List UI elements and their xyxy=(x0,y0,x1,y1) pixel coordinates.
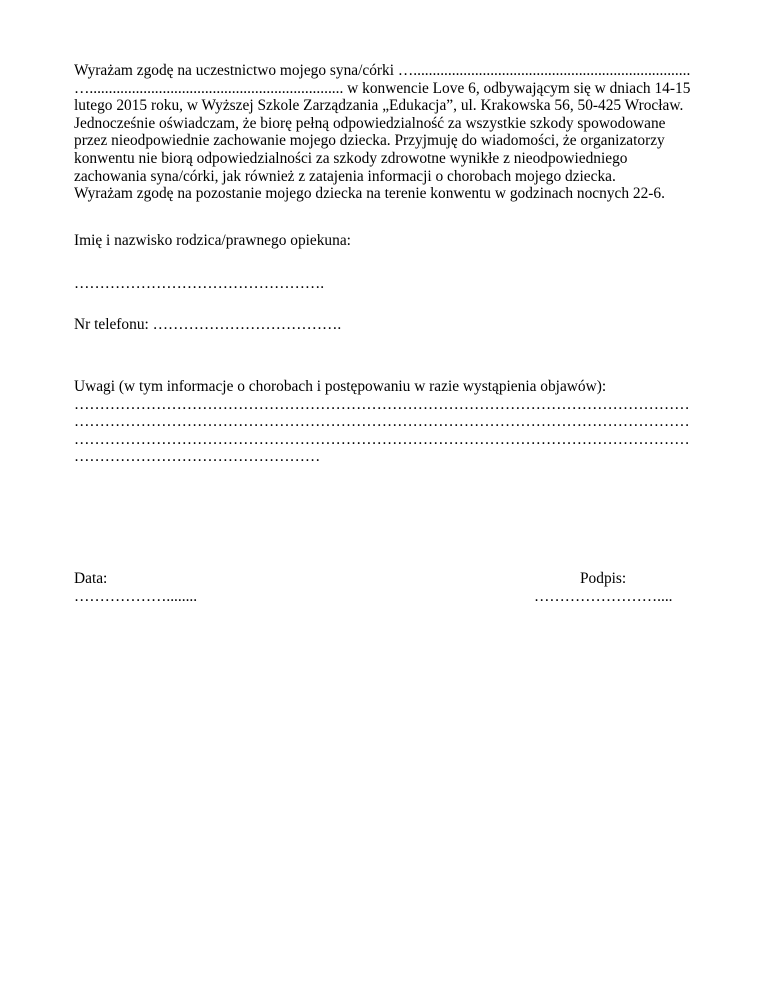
consent-line: przez nieodpowiednie zachowanie mojego dziecka. Przyjmuję do wiadomości, że organizatorzy xyxy=(74,132,665,150)
consent-line: ….................................................................. w konwencie Love 6, odbywającym się w dniach 14-15 xyxy=(74,79,691,97)
phone-blank: ………………………………. xyxy=(152,316,342,333)
remarks-blank-line: ………………………………………………………………………………………………………… xyxy=(74,430,690,448)
remarks-field xyxy=(74,378,698,466)
date-field xyxy=(74,570,197,605)
consent-line: lutego 2015 roku, w Wyższej Szkole Zarządzania „Edukacja”, ul. Krakowska 56, 50-425 Wrocław. xyxy=(74,97,684,115)
parent-name-blank: …………………………………………. xyxy=(74,274,325,292)
consent-line: Jednocześnie oświadczam, że biorę pełną odpowiedzialność za wszystkie szkody spowodowane xyxy=(74,114,666,132)
consent-statement xyxy=(74,62,698,203)
signature-field xyxy=(534,570,698,605)
remarks-blank-line: ………………………………………………………………………………………………………… xyxy=(74,395,690,413)
parent-name-field xyxy=(74,232,351,292)
signature-blank: …………………….... xyxy=(534,587,673,605)
remarks-blank-line: ………………………………………………………………………………………………………… xyxy=(74,413,690,431)
date-label: Data: xyxy=(74,570,108,587)
parent-name-label: Imię i nazwisko rodzica/prawnego opiekuna: xyxy=(74,232,351,249)
consent-form-page xyxy=(74,62,698,605)
remarks-blank-line: ………………………………………… xyxy=(74,448,321,466)
remarks-label: Uwagi (w tym informacje o chorobach i postępowaniu w razie wystąpienia objawów): xyxy=(74,378,607,395)
consent-line: Wyrażam zgodę na pozostanie mojego dziecka na terenie konwentu w godzinach nocnych 22-6. xyxy=(74,185,665,203)
phone-label: Nr telefonu: xyxy=(74,316,149,333)
signature-label: Podpis: xyxy=(580,570,627,587)
consent-line: konwentu nie biorą odpowiedzialności za szkody zdrowotne wynikłe z nieodpowiedniego xyxy=(74,149,628,167)
date-blank: ………………........ xyxy=(74,587,198,605)
phone-field xyxy=(74,316,341,334)
consent-line: Wyrażam zgodę na uczestnictwo mojego syna/córki …........................................................................ xyxy=(74,62,691,79)
consent-line: zachowania syna/córki, jak również z zatajenia informacji o chorobach mojego dziecka. xyxy=(74,167,616,185)
